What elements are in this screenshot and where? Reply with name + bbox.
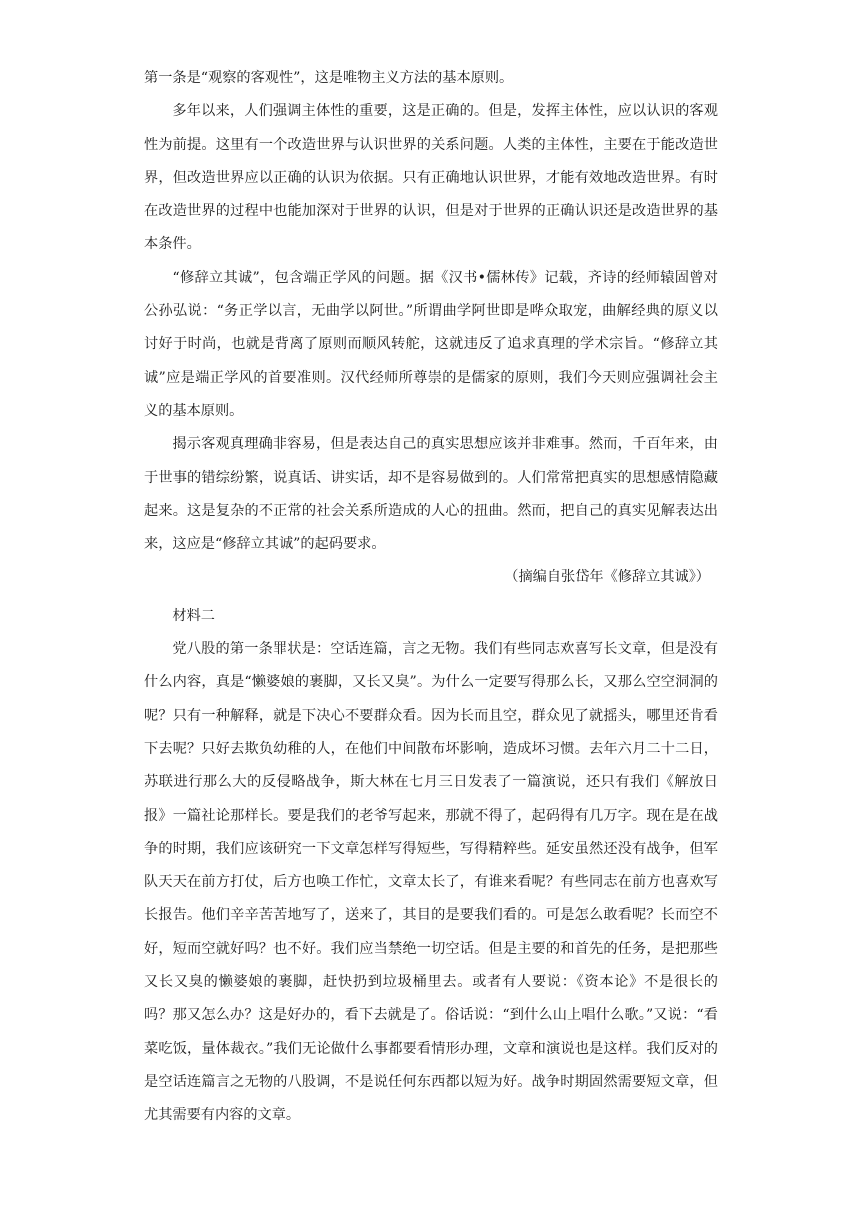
section-heading-material-two: 材料二: [172, 607, 215, 624]
paragraph-objectivity-principle: 第一条是“观察的客观性”，这是唯物主义方法的基本原则。: [144, 70, 514, 86]
paragraph-subjectivity: 多年以来，人们强调主体性的重要，这是正确的。但是，发挥主体性，应以认识的客观性为前提。这里有一个改造世界与认识世界的关系问题。人类的主体性，主要在于能改造世界，但改造世界应以正确的认识为依据。只有正确地认识世界，才能有效地改造世界。有时在改造世界的过程中也能加深对于世界的认识，但是对于世界的正确认识还是改造世界的基本条件。: [144, 103, 718, 253]
source-citation: （摘编自张岱年《修辞立其诚》）: [504, 569, 710, 586]
paragraph-true-thoughts: 揭示客观真理确非容易，但是表达自己的真实思想应该并非难事。然而，千百年来，由于世事的错综纷繁，说真话、讲实话，却不是容易做到的。人们常常把真实的思想感情隐藏起来。这是复杂的不正常的社会关系所造成的人心的扭曲。然而，把自己的真实见解表达出来，这应是“修辞立其诚”的起码要求。: [144, 436, 718, 553]
document-page: [144, 62, 718, 1133]
paragraph-academic-style: “修辞立其诚”，包含端正学风的问题。据《汉书•儒林传》记载，齐诗的经师辕固曾对公孙弘说：“务正学以言，无曲学以阿世。”所谓曲学阿世即是哗众取宠，曲解经典的原义以讨好于时尚，也就是背离了原则而顺风转舵，这就违反了追求真理的学术宗旨。“修辞立其诚”应是端正学风的首要准则。汉代经师所尊崇的是儒家的原则，我们今天则应强调社会主义的基本原则。: [144, 269, 718, 419]
paragraph-party-formalism: 党八股的第一条罪状是：空话连篇，言之无物。我们有些同志欢喜写长文章，但是没有什么内容，真是“懒婆娘的裹脚，又长又臭”。为什么一定要写得那么长，又那么空空洞洞的呢？只有一种解释，就是下决心不要群众看。因为长而且空，群众见了就摇头，哪里还肯看下去呢？只好去欺负幼稚的人，在他们中间散布坏影响，造成坏习惯。去年六月二十二日，苏联进行那么大的反侵略战争，斯大林在七月三日发表了一篇演说，还只有我们《解放日报》一篇社论那样长。要是我们的老爷写起来，那就不得了，起码得有几万字。现在是在战争的时期，我们应该研究一下文章怎样写得短些，写得精粹些。延安虽然还没有战争，但军队天天在前方打仗，后方也唤工作忙，文章太长了，有谁来看呢？有些同志在前方也喜欢写长报告。他们辛辛苦苦地写了，送来了，其目的是要我们看的。可是怎么敢看呢？长而空不好，短而空就好吗？也不好。我们应当禁绝一切空话。但是主要的和首先的任务，是把那些又长又臭的懒婆娘的裹脚，赶快扔到垃圾桶里去。或者有人要说：《资本论》不是很长的吗？那又怎么办？这是好办的，看下去就是了。俗话说：“到什么山上唱什么歌。”又说：“看菜吃饭，量体裁衣。”我们无论做什么事都要看情形办理，文章和演说也是这样。我们反对的是空话连篇言之无物的八股调，不是说任何东西都以短为好。战争时期固然需要短文章，但尤其需要有内容的文章。: [144, 641, 718, 1124]
